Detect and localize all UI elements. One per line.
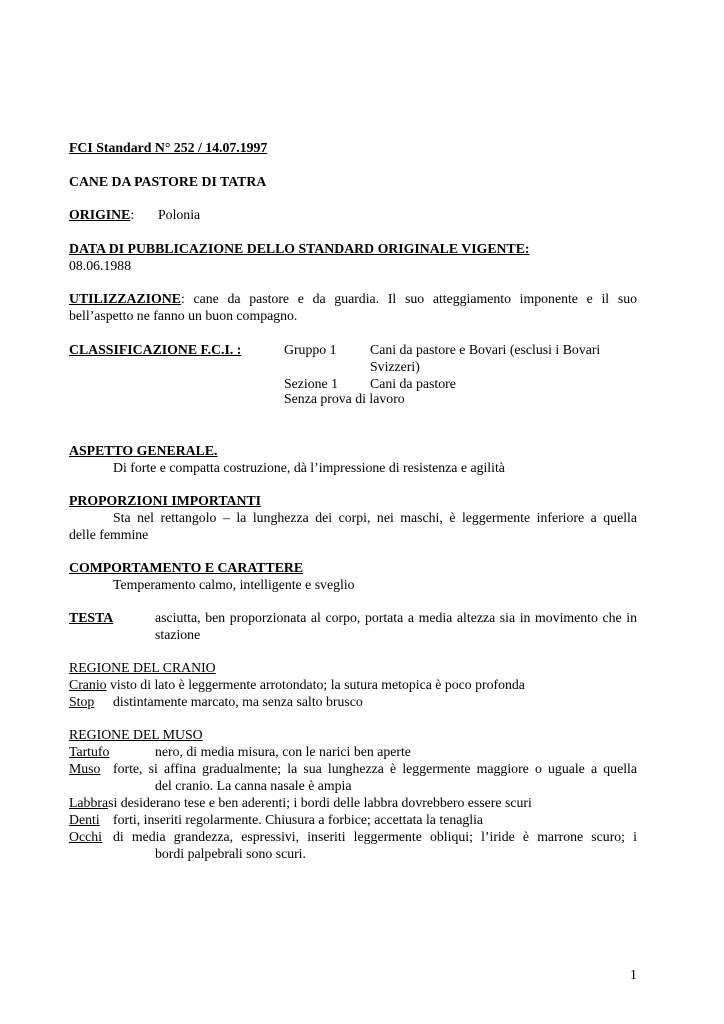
section-text: Cani da pastore [370,376,456,391]
proportions-title: PROPORZIONI IMPORTANTI [69,493,262,508]
origin-label: ORIGINE [69,207,131,222]
cranio-label: Cranio [69,677,107,692]
group-text-2: Svizzeri) [370,359,420,374]
denti-text: forti, inseriti regolarmente. Chiusura a forbice; accettata la tenaglia [113,812,484,827]
publication-label: DATA DI PUBBLICAZIONE DELLO STANDARD ORIGINALE VIGENTE: [69,241,530,256]
facial-title: REGIONE DEL MUSO [69,727,203,742]
tartufo-label: Tartufo [69,744,110,759]
breed-title: CANE DA PASTORE DI TATRA [69,174,267,189]
general-title: ASPETTO GENERALE. [69,443,218,458]
utilization-label: UTILIZZAZIONE [69,291,181,306]
group-label: Gruppo 1 [284,342,337,357]
occhi-text-2: bordi palpebrali sono scuri. [155,846,306,861]
utilization-line-1: UTILIZZAZIONE: cane da pastore e da guardia. Il suo atteggiamento imponente e il suo [69,291,637,306]
muso-label: Muso [69,761,101,776]
stop-text: distintamente marcato, ma senza salto brusco [113,694,363,709]
labbra-label: Labbra [69,795,109,810]
head-text: asciutta, ben proporzionata al corpo, portata a media altezza sia in movimento che in stazione [155,610,637,642]
publication-date: 08.06.1988 [69,258,132,273]
cranio-row [69,676,525,693]
proportions-line-1: Sta nel rettangolo – la lunghezza dei corpi, nei maschi, è leggermente inferiore a quella [113,510,637,525]
head-label: TESTA [69,610,114,625]
classification-label: CLASSIFICAZIONE F.C.I. : [69,342,242,357]
occhi-label: Occhi [69,829,102,844]
behaviour-text: Temperamento calmo, intelligente e sveglio [113,577,355,592]
page-number: 1 [630,967,637,982]
origin-row: ORIGINE: [69,207,135,222]
cranial-title: REGIONE DEL CRANIO [69,660,216,675]
tartufo-text: nero, di media misura, con le narici ben aperte [155,744,411,759]
general-text: Di forte e compatta costruzione, dà l’impressione di resistenza e agilità [113,460,505,475]
labbra-row [69,794,532,811]
section-label: Sezione 1 [284,376,339,391]
behaviour-title: COMPORTAMENTO E CARATTERE [69,560,304,575]
denti-label: Denti [69,812,100,827]
labbra-text: si desiderano tese e ben aderenti; i bordi delle labbra dovrebbero essere scuri [108,795,532,810]
origin-value: Polonia [158,207,201,222]
work-trial: Senza prova di lavoro [284,391,405,406]
muso-text-2: del cranio. La canna nasale è ampia [155,778,352,793]
occhi-text-1: di media grandezza, espressivi, inseriti leggermente obliqui; l’iride è marrone scuro; i [113,829,637,844]
cranio-text: visto di lato è leggermente arrotondato; la sutura metopica è poco profonda [110,677,525,692]
standard-number: FCI Standard N° 252 / 14.07.1997 [69,140,268,155]
group-text-1: Cani da pastore e Bovari (esclusi i Bovari [370,342,601,357]
proportions-line-2: delle femmine [69,527,149,542]
muso-text-1: forte, si affina gradualmente; la sua lunghezza è leggermente maggiore o uguale a quella [113,761,637,776]
stop-label: Stop [69,694,95,709]
utilization-line-2: bell’aspetto ne fanno un buon compagno. [69,308,298,323]
